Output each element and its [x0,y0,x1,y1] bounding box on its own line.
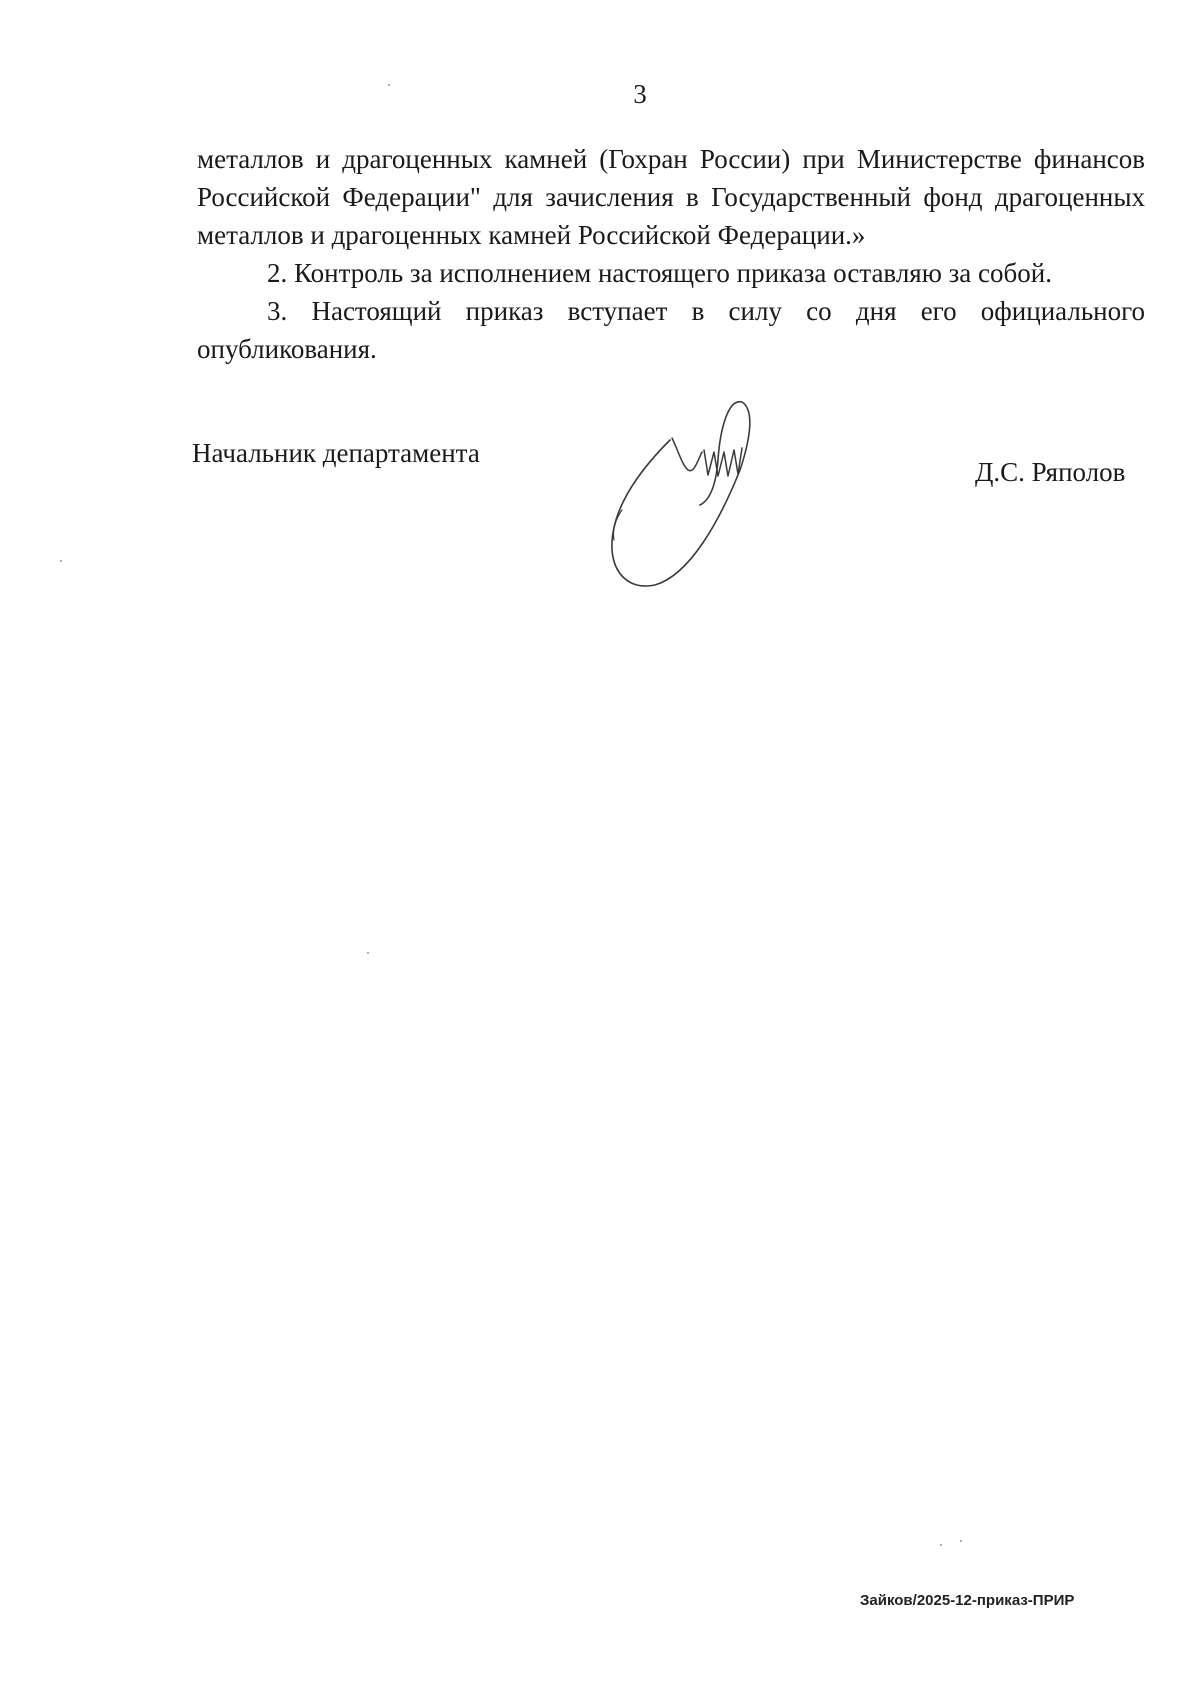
scan-speck [940,1544,942,1546]
paragraph-effective-date-clause: 3. Настоящий приказ вступает в силу со дня его официального опубликования. [197,296,1145,364]
scan-speck [388,84,390,86]
document-body [197,140,1145,368]
signatory-position: Начальник департамента [192,438,480,468]
handwritten-signature [600,390,820,600]
signatory-name: Д.С. Ряполов [975,457,1126,487]
document-reference: Зайков/2025-12-приказ-ПРИР [860,1592,1075,1609]
scan-speck [960,1540,962,1542]
paragraph-control-clause: 2. Контроль за исполнением настоящего приказа оставляю за собой. [267,258,1052,288]
scan-speck [60,560,62,562]
paragraph-continuation: металлов и драгоценных камней (Гохран России) при Министерстве финансов Российской Федерации" для зачисления в Государственный фонд драгоценных металлов и драгоценных камней Российской Федерации.» [197,144,1145,250]
scan-speck [367,952,369,954]
page-number: 3 [633,79,647,109]
